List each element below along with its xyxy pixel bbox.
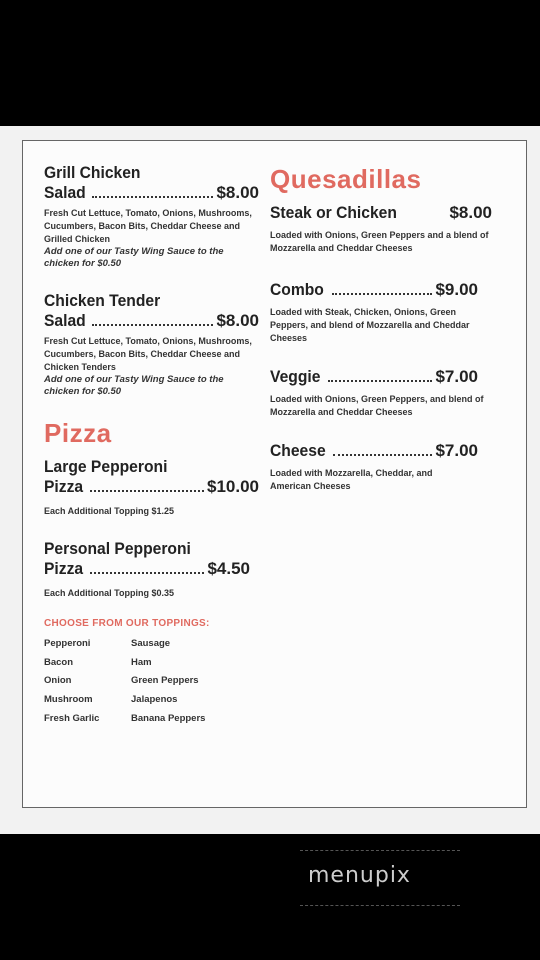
item-price: $8.00 [216,311,259,330]
item-name-line2: Salad [44,183,86,202]
item-price-row [270,441,478,461]
personal-pepperoni-pizza-item [44,538,250,600]
item-price-row [270,280,478,300]
item-description: Loaded with Onions, Green Peppers and a blend of Mozzarella and Cheddar Cheeses [270,230,489,253]
topping-item: Mushroom [44,694,93,705]
large-pepperoni-pizza-item [44,456,259,518]
item-description: Fresh Cut Lettuce, Tomato, Onions, Mushrooms, Cucumbers, Bacon Bits, Cheddar Cheese and Grilled Chicken [44,208,252,244]
topping-item: Green Peppers [131,675,199,686]
item-note: Add one of our Tasty Wing Sauce to the chicken for $0.50 [44,246,224,269]
steak-or-chicken-item [270,203,492,255]
item-price-row [44,183,259,203]
veggie-item [270,367,484,419]
item-name: Steak or Chicken [270,203,397,222]
item-name-line2: Salad [44,311,86,330]
item-name: Large Pepperoni [44,457,168,476]
leader-dots [90,490,204,492]
leader-dots [92,196,213,198]
topping-item: Banana Peppers [131,713,206,724]
watermark-text: menupix [308,863,411,888]
topping-item: Onion [44,675,72,686]
item-name: Veggie [270,367,321,386]
item-price-row [44,477,259,497]
item-price: $4.50 [207,559,250,578]
item-price: $8.00 [216,183,259,202]
item-description: Loaded with Steak, Chicken, Onions, Green Peppers, and blend of Mozzarella and Cheddar Cheeses [270,307,470,343]
leader-dots [92,324,213,326]
topping-item: Sausage [131,638,171,649]
item-price: $10.00 [207,477,259,496]
item-price: $7.00 [435,367,478,386]
item-description: Fresh Cut Lettuce, Tomato, Onions, Mushrooms, Cucumbers, Bacon Bits, Cheddar Cheese and Chicken Tenders [44,336,252,372]
item-price-row [44,559,250,579]
leader-dots [333,454,432,456]
item-price-row [44,311,259,331]
quesadillas-section-title: Quesadillas [270,164,422,194]
item-name: Grill Chicken [44,163,141,182]
topping-item: Ham [131,657,152,668]
item-price: $7.00 [435,441,478,460]
leader-dots [90,572,205,574]
topping-item: Jalapenos [131,694,178,705]
item-price: $9.00 [435,280,478,299]
combo-item [270,280,478,345]
chicken-tender-salad-item [44,290,259,398]
additional-topping-price: Each Additional Topping $0.35 [44,588,175,598]
item-price-row [270,203,492,223]
item-name: Combo [270,280,324,299]
pizza-section-title: Pizza [44,418,112,448]
cheese-item [270,441,478,493]
toppings-title: CHOOSE FROM OUR TOPPINGS: [44,618,210,629]
item-price-row [270,367,478,387]
item-description: Loaded with Onions, Green Peppers, and blend of Mozzarella and Cheddar Cheeses [270,394,484,417]
leader-dots [328,380,433,382]
topping-item: Bacon [44,657,74,668]
item-name-line2: Pizza [44,477,84,496]
topping-item: Fresh Garlic [44,713,100,724]
leader-dots [332,293,433,295]
item-price: $8.00 [449,203,492,222]
menupix-watermark [300,850,460,906]
topping-item: Pepperoni [44,638,91,649]
item-name-line2: Pizza [44,559,84,578]
item-note: Add one of our Tasty Wing Sauce to the chicken for $0.50 [44,374,224,397]
item-description: Loaded with Mozzarella, Cheddar, and American Cheeses [270,468,433,491]
item-name: Chicken Tender [44,291,161,310]
additional-topping-price: Each Additional Topping $1.25 [44,506,175,516]
item-name: Cheese [270,441,326,460]
grill-chicken-salad-item [44,162,259,270]
item-name: Personal Pepperoni [44,539,191,558]
